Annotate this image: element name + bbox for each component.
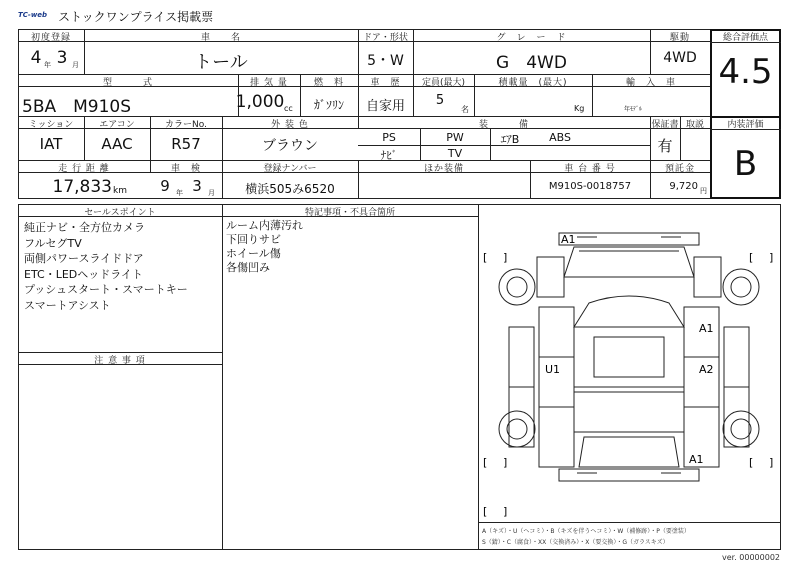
hdr-fuel: 燃 料 (313, 78, 344, 88)
cc-unit: cc (284, 104, 293, 113)
total-score: 4.5 (718, 52, 773, 92)
fuel: ｶﾞｿﾘﾝ (313, 98, 344, 112)
list-item: 純正ナビ・全方位カメラ (24, 221, 145, 234)
version: ver. 00000002 (721, 553, 780, 562)
bracket-rl-close: ] (503, 456, 508, 469)
import-year: 年ﾓﾃﾞﾙ (624, 106, 643, 113)
hdr-model: 型 式 (102, 78, 153, 88)
page-title: ストックワンプライス掲載票 (58, 10, 214, 24)
special-notes-list (226, 219, 303, 275)
car-name: トール (194, 52, 248, 73)
list-item: ルーム内薄汚れ (226, 219, 303, 232)
bracket-fl-open: [ (483, 251, 488, 264)
bracket-rl-open: [ (483, 456, 488, 469)
displacement: 1,000 (235, 92, 285, 112)
hdr-drive: 駆動 (669, 33, 690, 43)
hdr-capacity: 定員(最大) (421, 78, 466, 88)
hdr-manual: 取説 (685, 120, 704, 130)
reg-year: 4 (30, 48, 42, 68)
hdr-displacement: 排 気 量 (250, 78, 288, 88)
mark-right-mid: A2 (699, 363, 714, 376)
equip-ps: PS (382, 131, 396, 144)
drive: 4WD (663, 50, 697, 66)
list-item: スマートアシスト (24, 298, 111, 312)
plate: 横浜505み6520 (245, 182, 335, 196)
bracket-fr-close: ] (769, 251, 774, 264)
legend-line-2: S（錆）・C（腐食）・XX（交換済み）・X（要交換）・G（ガラスキズ） (482, 539, 669, 546)
hdr-color: カラーNo. (165, 120, 207, 130)
mileage: 17,833 (52, 177, 112, 197)
bracket-fr-open: [ (749, 251, 754, 264)
recycle: 9,720 (669, 181, 698, 192)
exterior-color: ブラウン (262, 138, 318, 154)
hdr-warranty: 保証書 (651, 120, 679, 130)
list-item: 下回りサビ (226, 233, 281, 246)
equip-tv: TV (447, 147, 463, 160)
interior-score: B (733, 144, 758, 184)
hdr-recycle: 預託金 (664, 164, 695, 174)
equip-abs: ABS (549, 131, 571, 144)
mark-rear-right: A1 (689, 453, 704, 466)
hdr-caution: 注 意 事 項 (94, 356, 146, 366)
sales-points-list (24, 220, 188, 313)
bracket-bottom-close: ] (503, 505, 508, 518)
insp-month: 3 (192, 177, 202, 195)
color-no: R57 (171, 135, 201, 153)
equip-navi: ﾅﾋﾞ (380, 149, 398, 162)
chassis-no: M910S-0018757 (548, 181, 632, 192)
insp-month-unit: 月 (208, 189, 215, 197)
mark-right-front: A1 (699, 322, 714, 335)
hdr-chassis-no: 車 台 番 号 (564, 164, 616, 174)
yen-unit: 円 (700, 187, 707, 195)
mark-left-mid: U1 (545, 363, 561, 376)
grade: G 4WD (496, 53, 567, 73)
hdr-special-notes: 特記事項・不具合箇所 (304, 208, 395, 218)
model: 5BA M910S (22, 97, 132, 117)
load-unit: Kg (574, 104, 585, 113)
mark-front: A1 (561, 233, 576, 246)
hdr-sales-points: セールスポイント (84, 208, 156, 218)
reg-month: 3 (56, 48, 68, 68)
hdr-other-equipment: ほか装備 (423, 164, 464, 174)
hdr-equipment: 装 備 (478, 120, 529, 130)
hdr-car-name: 車 名 (200, 33, 241, 43)
bracket-bottom-open: [ (483, 505, 488, 518)
hdr-exterior-color: 外 装 色 (271, 120, 309, 130)
hdr-mileage: 走 行 距 離 (58, 164, 110, 174)
hdr-mission: ミッション (28, 120, 74, 130)
mission: IAT (39, 135, 63, 153)
car-diagram (479, 217, 780, 522)
capacity-unit: 名 (461, 105, 469, 114)
hdr-grade: グ レ ー ド (496, 33, 567, 43)
aircon: AAC (101, 135, 133, 153)
list-item: ホイール傷 (226, 247, 281, 260)
hdr-total-eval: 総合評価点 (722, 33, 768, 43)
hdr-interior-eval: 内装評価 (727, 120, 764, 130)
hdr-inspection: 車 検 (170, 164, 201, 174)
insp-year: 9 (160, 177, 170, 195)
equip-ab: ｴｱB (500, 133, 520, 146)
door-type: 5・W (367, 53, 404, 69)
history: 自家用 (365, 99, 405, 114)
hdr-import: 輸 入 車 (625, 78, 676, 88)
logo: TC-web (18, 11, 48, 19)
insp-year-unit: 年 (176, 189, 183, 197)
bracket-fl-close: ] (503, 251, 508, 264)
hdr-door-type: ドア・形状 (363, 33, 408, 43)
list-item: プッシュスタート・スマートキー (24, 283, 188, 296)
hdr-history: 車 歴 (370, 78, 401, 88)
list-item: フルセグTV (24, 236, 82, 250)
km-unit: km (113, 186, 127, 196)
list-item: 各傷凹み (226, 261, 270, 274)
hdr-aircon: エアコン (99, 120, 135, 130)
bracket-rr-open: [ (749, 456, 754, 469)
reg-year-unit: 年 (44, 61, 51, 69)
equip-pw: PW (446, 131, 464, 144)
legend-line-1: A（キズ）・U（ヘコミ）・B（キズを伴うヘコミ）・W（補修跡）・P（要塗装） (482, 528, 690, 535)
hdr-load: 積載量 (最大) (498, 78, 568, 88)
list-item: ETC・LEDヘッドライト (24, 267, 143, 281)
list-item: 両側パワースライドドア (24, 252, 144, 265)
warranty: 有 (657, 137, 673, 155)
hdr-first-reg: 初度登録 (30, 33, 71, 43)
bracket-rr-close: ] (769, 456, 774, 469)
reg-month-unit: 月 (72, 61, 79, 69)
hdr-plate: 登録ナンバー (263, 164, 317, 174)
capacity: 5 (435, 93, 445, 108)
